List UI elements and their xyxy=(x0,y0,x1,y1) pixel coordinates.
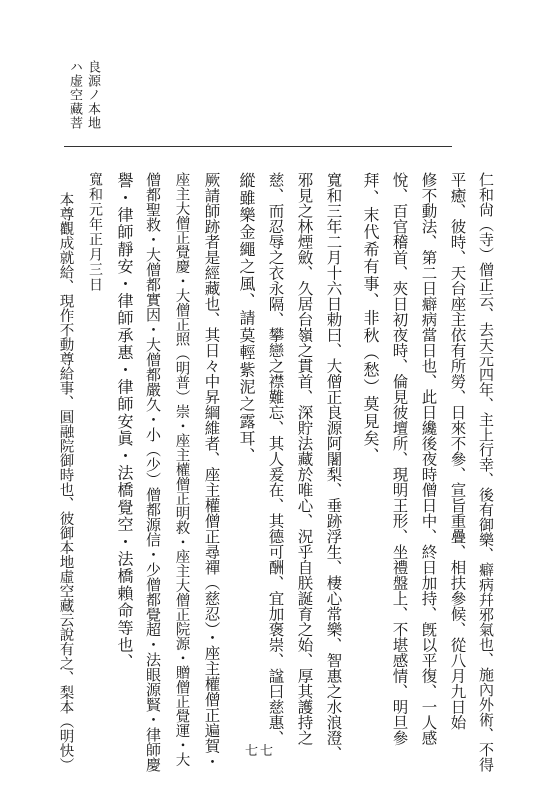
date-line: 寬和元年正月三日 xyxy=(87,172,103,292)
running-head-line1: 良源ノ本地 xyxy=(85,60,100,130)
closing-line-1: 本尊觀成就給、現作不動尊給事、圓融院御時也、彼御本地虛空藏云說有之、梨本（明快） xyxy=(57,192,74,772)
body-line-4: 悅、百官稽首、夾日初夜時、倫見彼壇所、現明王形、坐禮盤上、不堪感情、明旦參 xyxy=(390,172,409,746)
body-line-5: 拜、末代希有事、非秋（愁）莫見矣、 xyxy=(361,172,380,465)
body-line-6: 寬和三年二月十六日勅曰、大僧正良源阿闍梨、垂跡浮生、棲心常樂、智惠之水浪澄、 xyxy=(324,172,343,761)
body-line-8: 慈、而忍辱之衣永隔、攀戀之襟難忘、其人爰在、其德可酬、宜加褒崇、諡曰慈惠、 xyxy=(266,172,285,746)
body-line-9: 縱雖樂金繩之風、請莫輕紫泥之露耳、 xyxy=(237,172,256,465)
body-line-2: 平癒、彼時、天台座主依有所勞、日來不參、宣旨重疊、相扶參候、從八月九日始 xyxy=(448,172,467,730)
body-line-12: 僧都聖救・大僧都實因・大僧都嚴久・小（少）僧都源信・少僧都覺超・法眼源賢・律師慶 xyxy=(144,172,162,772)
body-line-13: 譽・律師靜安・律師承惠・律師安眞・法橋覺空・法橋賴命等也、 xyxy=(115,172,134,671)
body-line-11: 座主大僧正覺慶・大僧正照（明普）崇・座主權僧正明救・座主大僧正院源・贈僧正覺運・大 xyxy=(173,172,190,767)
page-number: 七七 xyxy=(245,744,276,759)
running-head-line2: ハ虚空藏菩 xyxy=(67,60,82,130)
body-line-7: 邪見之林煙斂、久居台嶺之貫首、深貯法藏於唯心、況乎自朕誕育之始、厚其護持之 xyxy=(295,172,314,746)
body-line-3: 修不動法、第二日癖病當日也、此日纔後夜時僧日中、終日加持、旣以平復、一人感 xyxy=(419,172,438,746)
body-line-1: 仁和尙（寺）僧正云、去天元四年、主上行幸、後有御樂、癖病幷邪氣也、施內外術、不得 xyxy=(477,172,495,772)
body-line-10: 厥請師跡者是經藏也、其日々中昇綱維者、座主權僧正尋禪（慈忍）・座主權僧正遍賀・ xyxy=(202,172,221,769)
header-rule xyxy=(64,146,452,147)
